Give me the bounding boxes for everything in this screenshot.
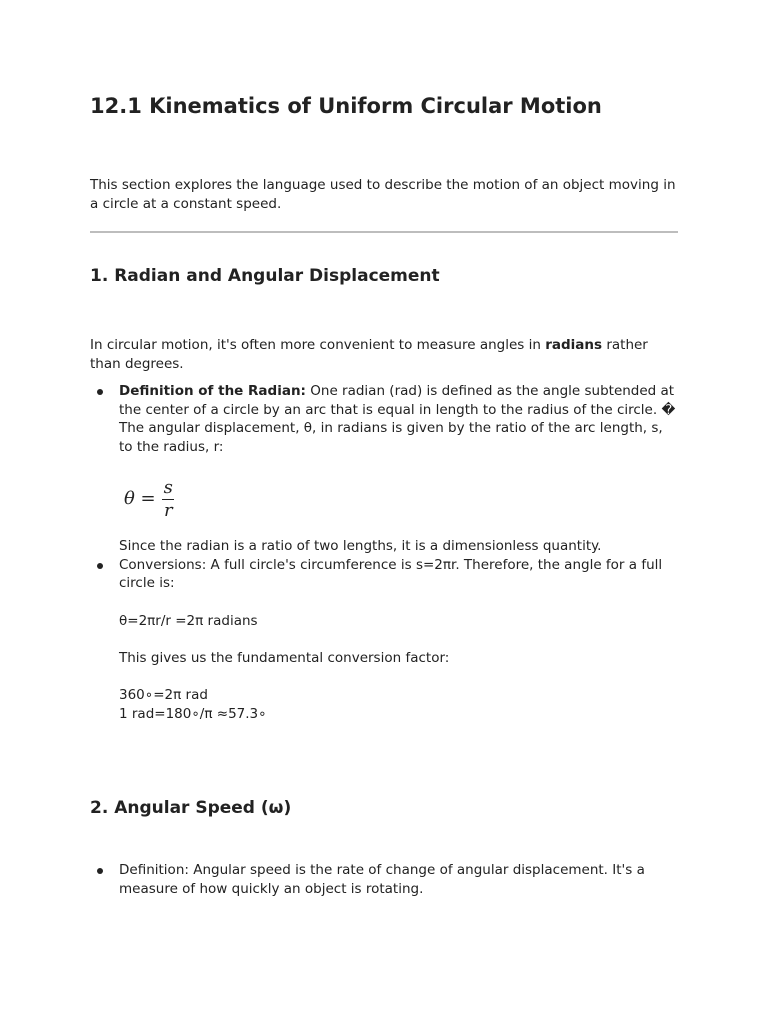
- radian-definition-label: Definition of the Radian:: [119, 383, 306, 399]
- formula-fraction: [162, 478, 175, 521]
- radian-definition-text: [119, 382, 678, 419]
- list-item-angular-speed-definition: [90, 861, 678, 898]
- bullet-icon: [97, 868, 103, 874]
- bullet-icon: [97, 389, 103, 395]
- full-circle-equation: θ=2πr/r =2π radians: [119, 612, 258, 629]
- page-title: 12.1 Kinematics of Uniform Circular Motion: [90, 94, 602, 118]
- list-item-radian-definition: [90, 382, 678, 556]
- formula-numerator: s: [163, 477, 173, 499]
- degrees-radians-equation: 360∘=2π rad: [119, 687, 208, 704]
- angular-speed-bullet-list: [90, 861, 678, 898]
- section-heading-radian: 1. Radian and Angular Displacement: [90, 266, 440, 286]
- radian-bullet-list: [90, 382, 678, 724]
- radian-definition-body: One radian (rad) is defined as the angle subtended at the center of a circle by an arc that is equal in length to the radius of the circle. �: [119, 383, 676, 418]
- bullet-icon: [97, 563, 103, 569]
- formula-lhs: θ =: [124, 488, 156, 510]
- dimensionless-note: Since the radian is a ratio of two lengths, it is a dimensionless quantity.: [119, 537, 602, 554]
- intro-paragraph: This section explores the language used to describe the motion of an object moving in a circle at a constant speed.: [90, 177, 676, 212]
- radian-intro-text-start: In circular motion, it's often more convenient to measure angles in: [90, 337, 546, 353]
- radian-intro-text-end: rather than degrees.: [90, 337, 648, 372]
- list-item-conversions: [90, 556, 678, 724]
- section-heading-angular-speed: 2. Angular Speed (ω): [90, 798, 292, 818]
- one-radian-equation: 1 rad=180∘/π ≈57.3∘: [119, 706, 267, 723]
- formula-denominator: r: [163, 500, 173, 522]
- conversions-text: Conversions: A full circle's circumference is s=2πr. Therefore, the angle for a full circle is:: [119, 556, 663, 592]
- section-divider: [90, 231, 678, 233]
- radian-intro-paragraph: [90, 336, 678, 373]
- conversion-factor-text: This gives us the fundamental conversion factor:: [119, 650, 450, 666]
- angular-displacement-text: The angular displacement, θ, in radians is given by the ratio of the arc length, s, to the radius, r:: [119, 420, 663, 456]
- angular-speed-definition-text: Definition: Angular speed is the rate of change of angular displacement. It's a measure of how quickly an object is rotating.: [119, 862, 645, 897]
- radian-formula: [119, 471, 678, 529]
- radian-intro-bold: radians: [545, 337, 603, 353]
